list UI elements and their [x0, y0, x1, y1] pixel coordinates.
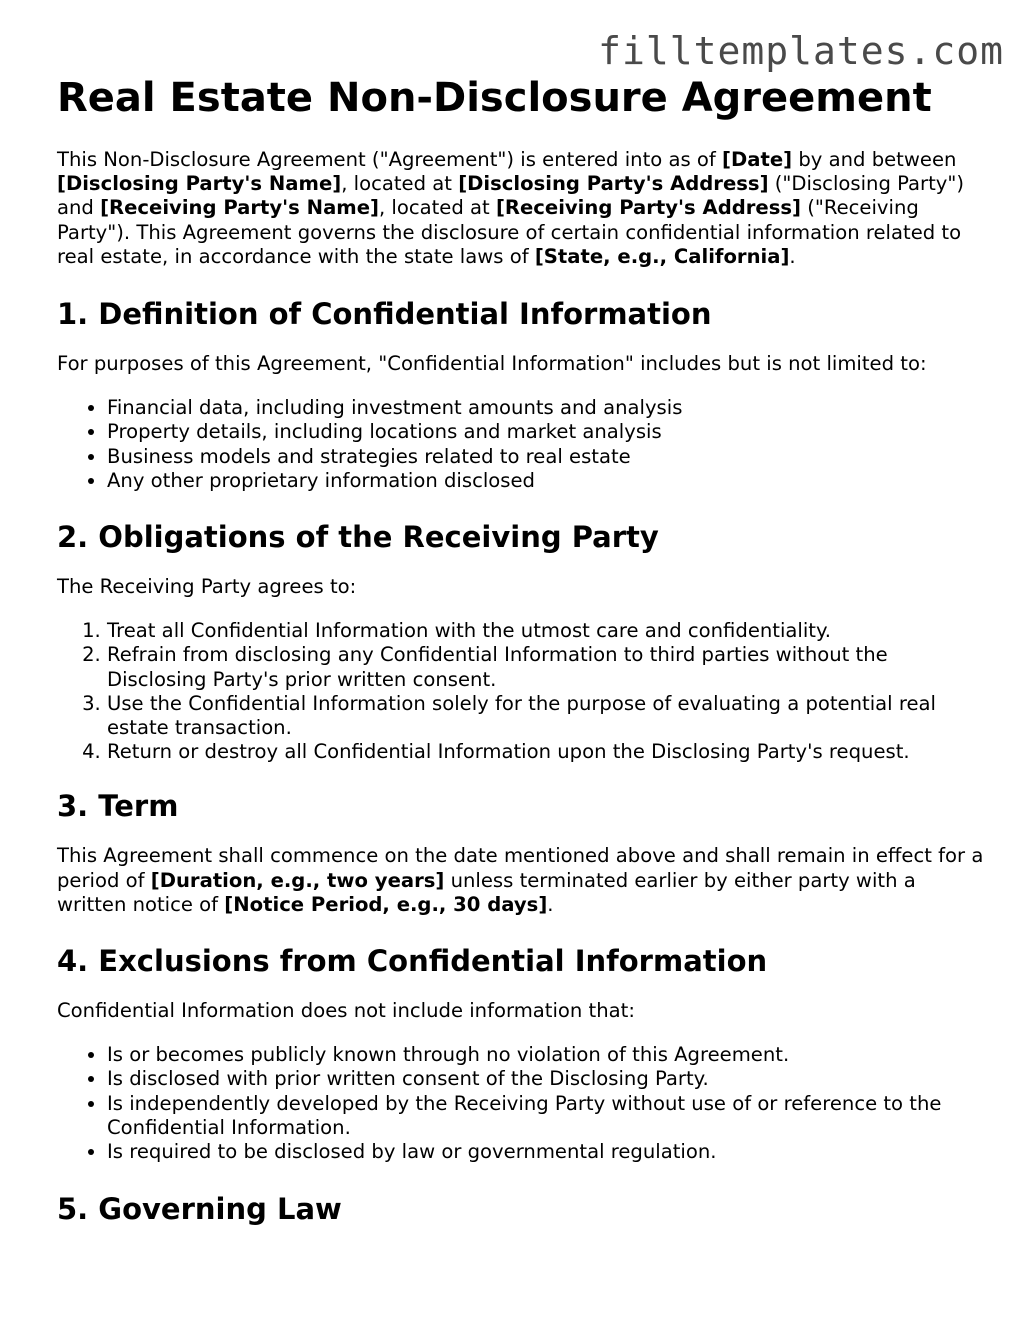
section-1-list [57, 396, 987, 493]
receiving-address-placeholder: [Receiving Party's Address] [495, 196, 801, 220]
section-3-heading: 3. Term [57, 789, 179, 824]
date-placeholder: [Date] [722, 148, 793, 171]
watermark-logo: filltemplates.com [598, 29, 1004, 73]
section-2-list [57, 619, 987, 764]
notice-period-placeholder: [Notice Period, e.g., 30 days] [224, 892, 548, 916]
list-item: • Business models and strategies related to real estate [107, 445, 967, 469]
section-1-heading: 1. Definition of Confidential Information [57, 297, 712, 332]
list-item: • Is or becomes publicly known through no violation of this Agreement. [107, 1043, 967, 1067]
section-2-heading: 2. Obligations of the Receiving Party [57, 520, 659, 555]
list-item: 1. Treat all Confidential Information with the utmost care and confidentiality. [107, 619, 967, 643]
receiving-name-placeholder: [Receiving Party's Name] [100, 196, 379, 220]
list-item: • Is independently developed by the Receiving Party without use of or reference to the Confidential Information. [107, 1092, 967, 1140]
document-page [57, 74, 987, 1227]
disclosing-address-placeholder: [Disclosing Party's Address] [458, 172, 769, 196]
list-item: 4. Return or destroy all Confidential Information upon the Disclosing Party's request. [107, 740, 967, 764]
section-4-list [57, 1043, 987, 1164]
disclosing-name-placeholder: [Disclosing Party's Name] [57, 172, 342, 196]
intro-paragraph: This Non-Disclosure Agreement ("Agreement") is entered into as of [Date] by and between [Disclosing Party's Name], located at [Disclosing Party's Address] ("Disclosing Party") and [Receiving Party's Name], located at [Receiving Party's Address] ("Receiving Party"). This Agreement governs the disclosure of certain confidential information related to real estate, in accordance with the state laws of [State, e.g., California]. [57, 148, 965, 268]
section-4-lead: Confidential Information does not include information that: [57, 999, 635, 1023]
document-title: Real Estate Non-Disclosure Agreement [57, 75, 932, 121]
list-item: 2. Refrain from disclosing any Confidential Information to third parties without the Disclosing Party's prior written consent. [107, 643, 967, 691]
list-item: • Property details, including locations and market analysis [107, 420, 967, 444]
section-2-lead: The Receiving Party agrees to: [57, 575, 357, 599]
section-3-paragraph: This Agreement shall commence on the date mentioned above and shall remain in effect for a period of [Duration, e.g., two years] unless terminated earlier by either party with a written notice of [Notice Period, e.g., 30 days]. [57, 844, 984, 916]
section-1-lead: For purposes of this Agreement, "Confidential Information" includes but is not limited to: [57, 352, 927, 376]
section-5-heading: 5. Governing Law [57, 1192, 342, 1227]
list-item: • Is disclosed with prior written consent of the Disclosing Party. [107, 1067, 967, 1091]
list-item: 3. Use the Confidential Information solely for the purpose of evaluating a potential real estate transaction. [107, 692, 967, 740]
state-placeholder: [State, e.g., California] [534, 244, 790, 268]
list-item: • Financial data, including investment amounts and analysis [107, 396, 967, 420]
duration-placeholder: [Duration, e.g., two years] [150, 868, 445, 892]
section-4-heading: 4. Exclusions from Confidential Information [57, 944, 768, 979]
list-item: • Is required to be disclosed by law or governmental regulation. [107, 1140, 967, 1164]
list-item: • Any other proprietary information disclosed [107, 469, 967, 493]
